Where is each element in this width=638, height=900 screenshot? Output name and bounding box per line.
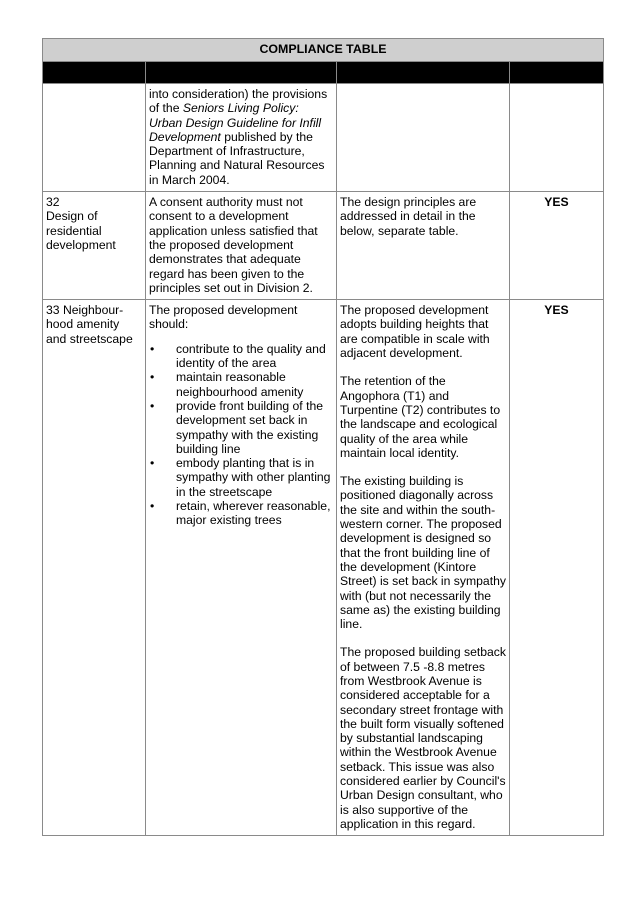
list-item (149, 456, 333, 499)
comment-paragraph: The proposed development adopts building heights that are compatible in scale with adjacent development. (340, 303, 490, 361)
list-item (149, 370, 333, 399)
requirement-intro: The proposed development should: (149, 303, 298, 332)
list-item-text: provide front building of the development set back in sympathy with the existing building line (176, 398, 324, 456)
requirement-cell: A consent authority must not consent to a development application unless satisfied that the proposed development demonstrates that adequate regard has been given to the principles set out in Division 2. (146, 192, 337, 300)
compliance-table (42, 38, 604, 836)
header-band-cell (43, 62, 146, 84)
comment-paragraph: The existing building is positioned diagonally across the site and within the south-western corner. The proposed development is designed so that the front building line of the development (Kintore Street) is set back in sympathy with (but not necessarily the same as) the existing building line. (340, 474, 506, 632)
list-item (149, 499, 333, 528)
clause-cell (43, 84, 146, 192)
table-row (43, 84, 604, 192)
status-cell (510, 84, 604, 192)
bullet-icon: • (150, 370, 155, 385)
list-item-text: embody planting that is in sympathy with other planting in the streetscape (176, 456, 331, 499)
table-header-band (43, 62, 604, 84)
policy-title: Seniors Living Policy: Urban Design Guideline for Infill Development (149, 101, 322, 144)
table-row (43, 192, 604, 300)
table-title-row (43, 39, 604, 62)
requirement-text: published by the Department of Infrastructure, Planning and Natural Resources in March 2004. (149, 129, 325, 187)
list-item-text: contribute to the quality and identity of the area (176, 341, 326, 371)
comment-paragraph: The proposed building setback of between 7.5 -8.8 metres from Westbrook Avenue is considered acceptable for a secondary street frontage with the built form visually softened by substantial landscaping within the Westbrook Avenue setback. This issue was also considered earlier by Council's Urban Design consultant, who is also supportive of the application in this regard. (340, 645, 506, 831)
comment-cell: The design principles are addressed in detail in the below, separate table. (337, 192, 510, 300)
requirement-text: into consideration) the provisions of the (149, 87, 328, 116)
table-row (43, 300, 604, 836)
list-item-text: retain, wherever reasonable, major existing trees (176, 499, 331, 528)
comment-paragraph: The retention of the Angophora (T1) and Turpentine (T2) contributes to the landscape and ecological quality of the area while maintain local identity. (340, 374, 501, 460)
table-title: COMPLIANCE TABLE (43, 39, 604, 62)
status-cell: YES (510, 192, 604, 300)
clause-cell: 33 Neighbour-hood amenity and streetscape (43, 300, 146, 836)
list-item-text: maintain reasonable neighbourhood amenity (176, 370, 304, 399)
requirement-bullet-list (149, 342, 333, 528)
status-cell: YES (510, 300, 604, 836)
header-band-cell (510, 62, 604, 84)
requirement-cell (146, 300, 337, 836)
list-item (149, 399, 333, 456)
comment-cell (337, 300, 510, 836)
requirement-cell (146, 84, 337, 192)
bullet-icon: • (150, 456, 155, 471)
header-band-cell (146, 62, 337, 84)
comment-cell (337, 84, 510, 192)
bullet-icon: • (150, 398, 155, 413)
header-band-cell (337, 62, 510, 84)
clause-cell: 32 Design of residential development (43, 192, 146, 300)
bullet-icon: • (150, 341, 155, 356)
list-item (149, 342, 333, 371)
bullet-icon: • (150, 499, 155, 514)
